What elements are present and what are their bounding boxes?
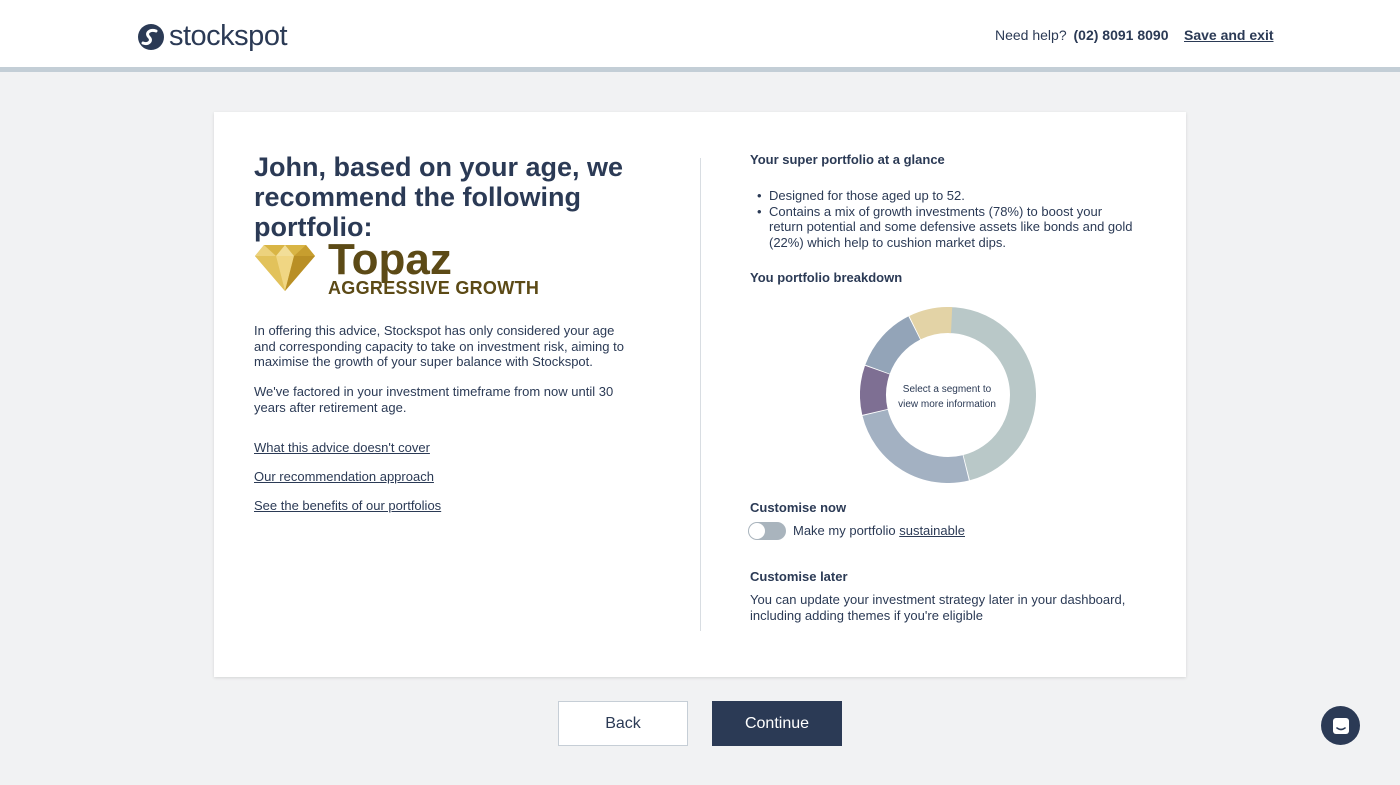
breakdown-title: You portfolio breakdown (750, 270, 903, 285)
customise-later-title: Customise later (750, 569, 848, 584)
donut-segment[interactable] (915, 320, 952, 328)
customise-now-title: Customise now (750, 500, 847, 515)
back-button[interactable]: Back (558, 701, 688, 746)
sustainable-link[interactable]: sustainable (899, 523, 965, 538)
chat-button[interactable] (1321, 706, 1360, 745)
help-phone[interactable]: (02) 8091 8090 (1073, 27, 1169, 43)
customise-later-text: You can update your investment strategy later in your dashboard, including adding themes if you're eligible (750, 592, 1126, 623)
advice-coverage-link[interactable]: What this advice doesn't cover (254, 440, 430, 455)
timeframe-paragraph: We've factored in your investment timeframe from now until 30 years after retirement age. (254, 384, 614, 415)
advice-paragraph: In offering this advice, Stockspot has only considered your age and corresponding capacity to take on investment risk, aiming to maximise the growth of your super balance with Stockspot. (254, 323, 624, 369)
column-divider (700, 158, 701, 631)
recommendation-approach-link[interactable]: Our recommendation approach (254, 469, 434, 484)
continue-button[interactable]: Continue (712, 701, 842, 746)
top-header (0, 0, 1400, 67)
save-and-exit-link[interactable]: Save and exit (1184, 27, 1274, 43)
topaz-gem-icon (254, 244, 316, 292)
toggle-knob (749, 523, 765, 539)
stockspot-logo[interactable] (137, 20, 287, 53)
stockspot-logo-icon (137, 23, 165, 51)
donut-hint: Select a segment to view more information (898, 384, 996, 410)
portfolio-name: Topaz (328, 235, 452, 284)
portfolio-type: AGGRESSIVE GROWTH (328, 278, 540, 298)
logo-text: stockspot (169, 20, 287, 52)
glance-bullet: • Designed for those aged up to 52. (769, 188, 1139, 204)
sustainable-prefix: Make my portfolio (793, 523, 896, 538)
help-contact (995, 27, 1168, 43)
help-label: Need help? (995, 27, 1067, 43)
sustainable-option (793, 523, 965, 538)
portfolio-benefits-link[interactable]: See the benefits of our portfolios (254, 498, 442, 513)
glance-title: Your super portfolio at a glance (750, 152, 945, 167)
glance-bullets (769, 188, 1139, 250)
donut-segment[interactable] (875, 413, 966, 470)
donut-segment[interactable] (878, 328, 915, 369)
sustainable-toggle[interactable] (748, 522, 786, 540)
chat-icon (1331, 716, 1351, 736)
page-title: John, based on your age, we recommend the following portfolio: (254, 152, 624, 242)
glance-bullet: • Contains a mix of growth investments (78%) to boost your return potential and some defensive assets like bonds and gold (22%) which help to cushion market dips. (769, 204, 1139, 251)
donut-segment[interactable] (873, 370, 877, 412)
header-divider (0, 67, 1400, 72)
